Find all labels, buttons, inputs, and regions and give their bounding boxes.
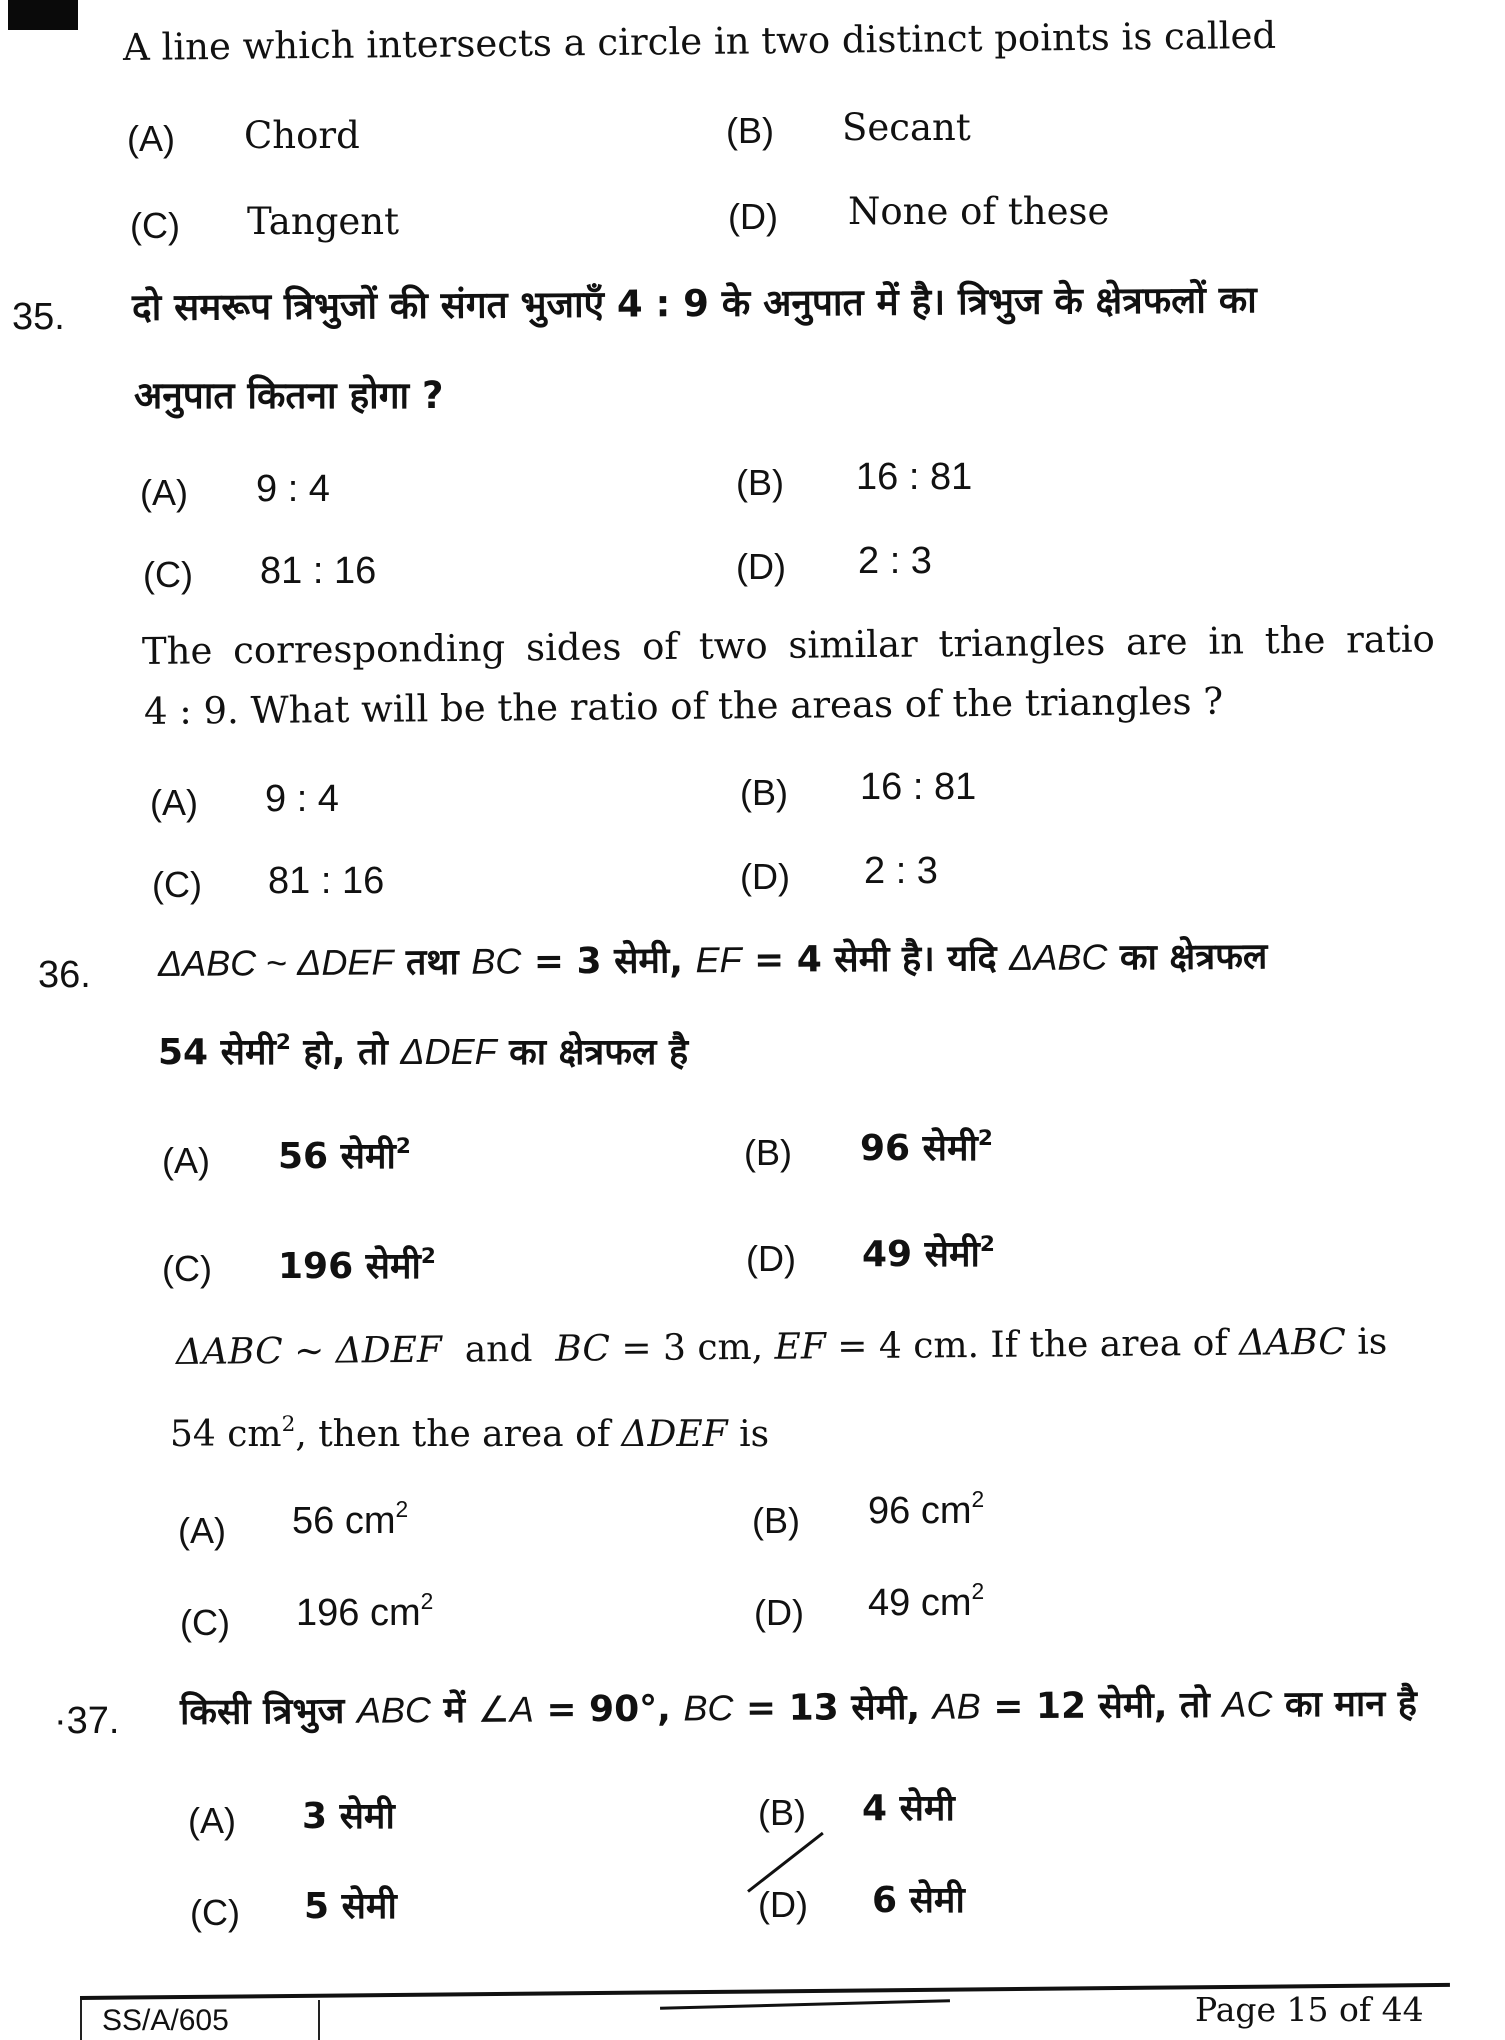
option-value[interactable]: Tangent <box>247 200 399 243</box>
option-value[interactable]: 9 : 4 <box>265 778 339 820</box>
option-value[interactable] <box>296 1588 434 1635</box>
similar-symbol: ~ <box>282 1330 336 1373</box>
option-value[interactable]: 5 सेमी <box>304 1886 397 1927</box>
math-var: AB <box>932 1685 981 1727</box>
option-value[interactable]: 3 सेमी <box>302 1796 395 1837</box>
option-text: 96 सेमी <box>860 1128 978 1169</box>
option-letter: (D) <box>746 1238 796 1279</box>
superscript: 2 <box>395 1133 411 1159</box>
superscript: 2 <box>281 1411 296 1437</box>
question-number: 35. <box>12 296 65 338</box>
option-letter: (A) <box>162 1140 210 1181</box>
math-var: EF <box>774 1326 827 1368</box>
text-fragment: का क्षेत्रफल <box>1107 936 1268 979</box>
math-var: BC <box>555 1328 611 1370</box>
text-fragment: = 4 सेमी है। यदि <box>741 938 1010 981</box>
option-letter: (B) <box>740 772 788 813</box>
option-value[interactable]: 16 : 81 <box>856 456 973 498</box>
option-letter: (C) <box>162 1248 212 1289</box>
text-fragment: 54 cm <box>170 1414 282 1455</box>
math-var: AC <box>1222 1683 1273 1725</box>
text-fragment: 54 सेमी <box>158 1032 276 1073</box>
option-value[interactable]: 16 : 81 <box>860 766 977 808</box>
option-value[interactable] <box>292 1496 409 1543</box>
option-letter: (B) <box>758 1792 806 1833</box>
text-fragment: हो, तो <box>290 1032 401 1073</box>
superscript: 2 <box>275 1029 291 1055</box>
superscript: 2 <box>979 1231 995 1257</box>
superscript: 2 <box>420 1588 434 1615</box>
option-letter: (B) <box>736 462 784 503</box>
text-fragment: and <box>441 1328 556 1371</box>
option-letter: (A) <box>188 1800 236 1841</box>
option-text: 196 सेमी <box>278 1246 421 1287</box>
math-triangle: ΔDEF <box>297 941 394 984</box>
math-var: EF <box>695 938 742 981</box>
option-letter: (D) <box>740 856 790 897</box>
option-letter: (A) <box>127 118 175 159</box>
option-text: 56 cm <box>292 1500 396 1542</box>
paper-code: SS/A/605 <box>102 2004 229 2037</box>
option-letter: (C) <box>152 864 202 905</box>
option-value[interactable] <box>862 1228 995 1277</box>
text-fragment: is <box>727 1414 770 1455</box>
math-triangle: ΔDEF <box>400 1031 497 1072</box>
option-value[interactable]: Secant <box>842 106 971 149</box>
similar-symbol: ~ <box>256 942 298 984</box>
option-letter: (B) <box>726 110 774 151</box>
option-value[interactable]: 4 सेमी <box>862 1788 955 1829</box>
option-value[interactable]: 81 : 16 <box>268 860 385 902</box>
option-letter: (A) <box>178 1510 226 1551</box>
question-number: 36. <box>38 954 91 996</box>
question-36-english-line2 <box>170 1411 770 1455</box>
option-value[interactable]: 6 सेमी <box>872 1880 965 1921</box>
option-value[interactable]: 81 : 16 <box>260 550 377 592</box>
question-36-hindi-line2 <box>158 1026 688 1075</box>
option-text: 49 cm <box>868 1582 972 1624</box>
math-triangle: ΔABC <box>1009 936 1108 979</box>
math-angle: ∠A <box>477 1688 535 1730</box>
text-fragment: तथा <box>393 941 472 984</box>
text-fragment: का क्षेत्रफल है <box>496 1032 689 1073</box>
option-text: 49 सेमी <box>862 1234 980 1275</box>
math-triangle: ΔABC <box>157 942 257 984</box>
option-value[interactable]: None of these <box>848 190 1110 233</box>
option-value[interactable] <box>278 1130 411 1179</box>
question-37-hindi <box>180 1677 1417 1735</box>
option-value[interactable]: Chord <box>244 114 360 157</box>
question-number: ·37. <box>54 1700 120 1742</box>
option-letter: (B) <box>744 1132 792 1173</box>
question-34-text: A line which intersects a circle in two distinct points is called <box>122 13 1277 69</box>
math-var: BC <box>683 1687 734 1729</box>
superscript: 2 <box>977 1125 993 1151</box>
option-value[interactable]: 2 : 3 <box>858 540 932 582</box>
text-fragment: = 3 cm, <box>609 1326 775 1370</box>
question-35-hindi-line2: अनुपात कितना होगा ? <box>134 374 444 417</box>
option-value[interactable] <box>868 1486 985 1533</box>
text-fragment: = 13 सेमी, <box>733 1686 933 1730</box>
option-value[interactable]: 9 : 4 <box>256 468 330 510</box>
superscript: 2 <box>971 1578 985 1605</box>
option-letter: (A) <box>150 782 198 823</box>
text-fragment: का मान है <box>1272 1683 1418 1726</box>
option-letter: (C) <box>130 205 180 246</box>
option-value[interactable]: 2 : 3 <box>864 850 938 892</box>
question-35-english-line1: The corresponding sides of two similar triangles are in the ratio <box>141 617 1436 673</box>
text-fragment: = 12 सेमी, तो <box>980 1684 1223 1728</box>
option-letter: (C) <box>190 1892 240 1933</box>
page-number: Page 15 of 44 <box>1195 1990 1424 2029</box>
option-value[interactable] <box>868 1578 985 1625</box>
option-value[interactable] <box>278 1240 436 1289</box>
option-letter: (A) <box>140 472 188 513</box>
option-letter: (D) <box>728 196 778 237</box>
superscript: 2 <box>971 1486 985 1513</box>
text-fragment: = 90°, <box>533 1688 684 1731</box>
question-35-hindi-line1: दो समरूप त्रिभुजों की संगत भुजाएँ 4 : 9 के अनुपात में है। त्रिभुज के क्षेत्रफलों का <box>131 278 1257 329</box>
question-number-tab <box>8 0 78 30</box>
question-35-english-line2: 4 : 9. What will be the ratio of the areas of the triangles ? <box>143 679 1224 733</box>
option-letter: (B) <box>752 1500 800 1541</box>
math-triangle: ΔDEF <box>335 1329 443 1372</box>
text-fragment: में <box>430 1689 478 1732</box>
text-fragment: is <box>1345 1321 1388 1363</box>
math-triangle: ΔDEF <box>621 1414 728 1455</box>
text-fragment: = 4 cm. If the area of <box>825 1322 1240 1368</box>
superscript: 2 <box>420 1243 436 1269</box>
math-triangle: ΔABC <box>1238 1321 1346 1364</box>
math-var: BC <box>471 940 522 982</box>
option-text: 196 cm <box>296 1592 421 1634</box>
text-fragment: , then the area of <box>295 1414 622 1455</box>
text-fragment: किसी त्रिभुज <box>179 1690 358 1733</box>
question-36-english-line1 <box>176 1321 1388 1373</box>
option-text: 96 cm <box>868 1490 972 1532</box>
option-letter: (D) <box>736 546 786 587</box>
math-var: ABC <box>356 1689 432 1731</box>
option-letter: (D) <box>758 1884 808 1925</box>
footer-mid-line <box>660 1999 950 2010</box>
question-36-hindi-line1 <box>158 930 1268 987</box>
option-letter: (D) <box>754 1592 804 1633</box>
option-letter: (C) <box>180 1602 230 1643</box>
text-fragment: = 3 सेमी, <box>521 940 696 983</box>
option-value[interactable] <box>860 1122 993 1171</box>
math-triangle: ΔABC <box>175 1331 283 1373</box>
superscript: 2 <box>395 1496 409 1523</box>
option-letter: (C) <box>143 554 193 595</box>
option-text: 56 सेमी <box>278 1136 396 1177</box>
